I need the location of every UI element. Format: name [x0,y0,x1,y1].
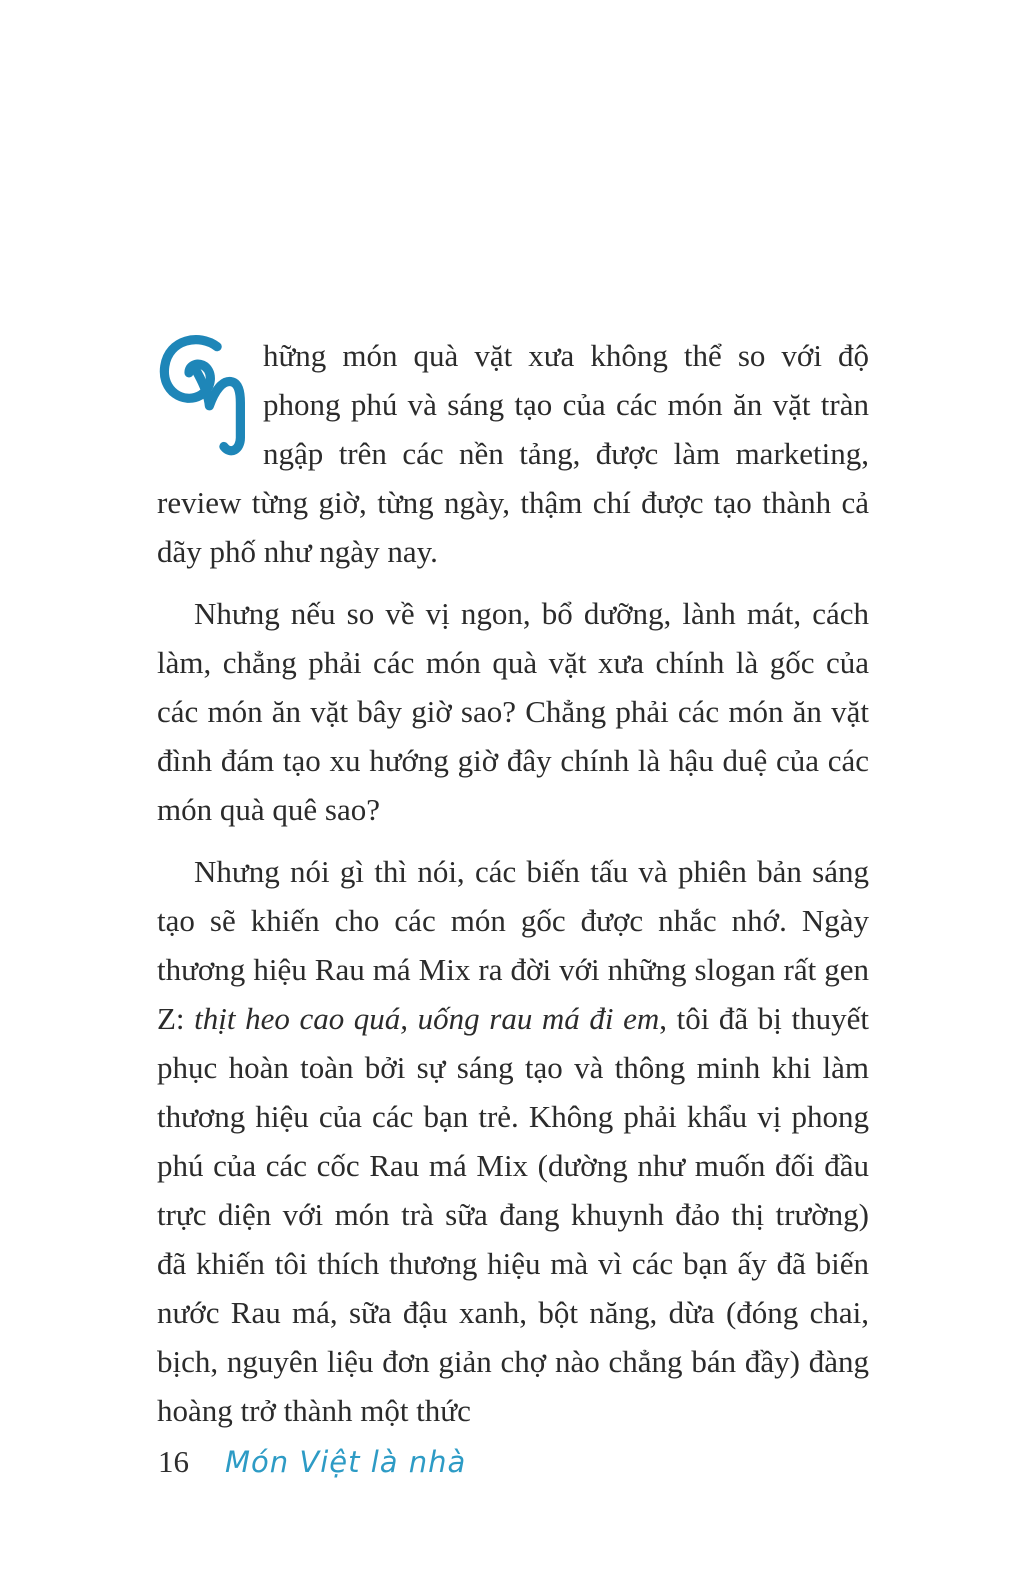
paragraph-3-text-before: Nhưng nói gì thì nói, các biến tấu và phiên bản sáng tạo sẽ khiến cho các món gốc được nhắc nhớ. Ngày thương hiệu Rau má Mix ra đời với những slogan rất gen Z: [157,854,869,1036]
page-body [157,331,869,1448]
paragraph-1 [157,331,869,576]
paragraph-2: Nhưng nếu so về vị ngon, bổ dưỡng, lành mát, cách làm, chẳng phải các món quà vặt xưa chính là gốc của các món ăn vặt bây giờ sao? Chẳng phải các món ăn vặt đình đám tạo xu hướng giờ đây chính là hậu duệ của các món quà quê sao? [157,596,869,827]
paragraph-1-text: hững món quà vặt xưa không thể so với độ phong phú và sáng tạo của các món ăn vặt tràn ngập trên các nền tảng, được làm marketing, review từng giờ, từng ngày, thậm chí được tạo thành cả dãy phố như ngày nay. [157,338,869,569]
script-n-icon [157,337,254,463]
paragraph-3 [157,847,869,1435]
dropcap-letter-n [157,337,254,433]
page-footer [158,1444,466,1480]
paragraph-3-slogan-italic: thịt heo cao quá, uống rau má đi em [194,1001,660,1036]
paragraph-3-text-after: , tôi đã bị thuyết phục hoàn toàn bởi sự sáng tạo và thông minh khi làm thương hiệu của các bạn trẻ. Không phải khẩu vị phong phú của các cốc Rau má Mix (dường như muốn đối đầu trực diện với món trà sữa đang khuynh đảo thị trường) đã khiến tôi thích thương hiệu mà vì các bạn ấy đã biến nước Rau má, sữa đậu xanh, bột năng, dừa (đóng chai, bịch, nguyên liệu đơn giản chợ nào chẳng bán đầy) đàng hoàng trở thành một thức [157,1001,869,1428]
page-number: 16 [158,1444,189,1479]
running-title: Món Việt là nhà [225,1445,467,1479]
